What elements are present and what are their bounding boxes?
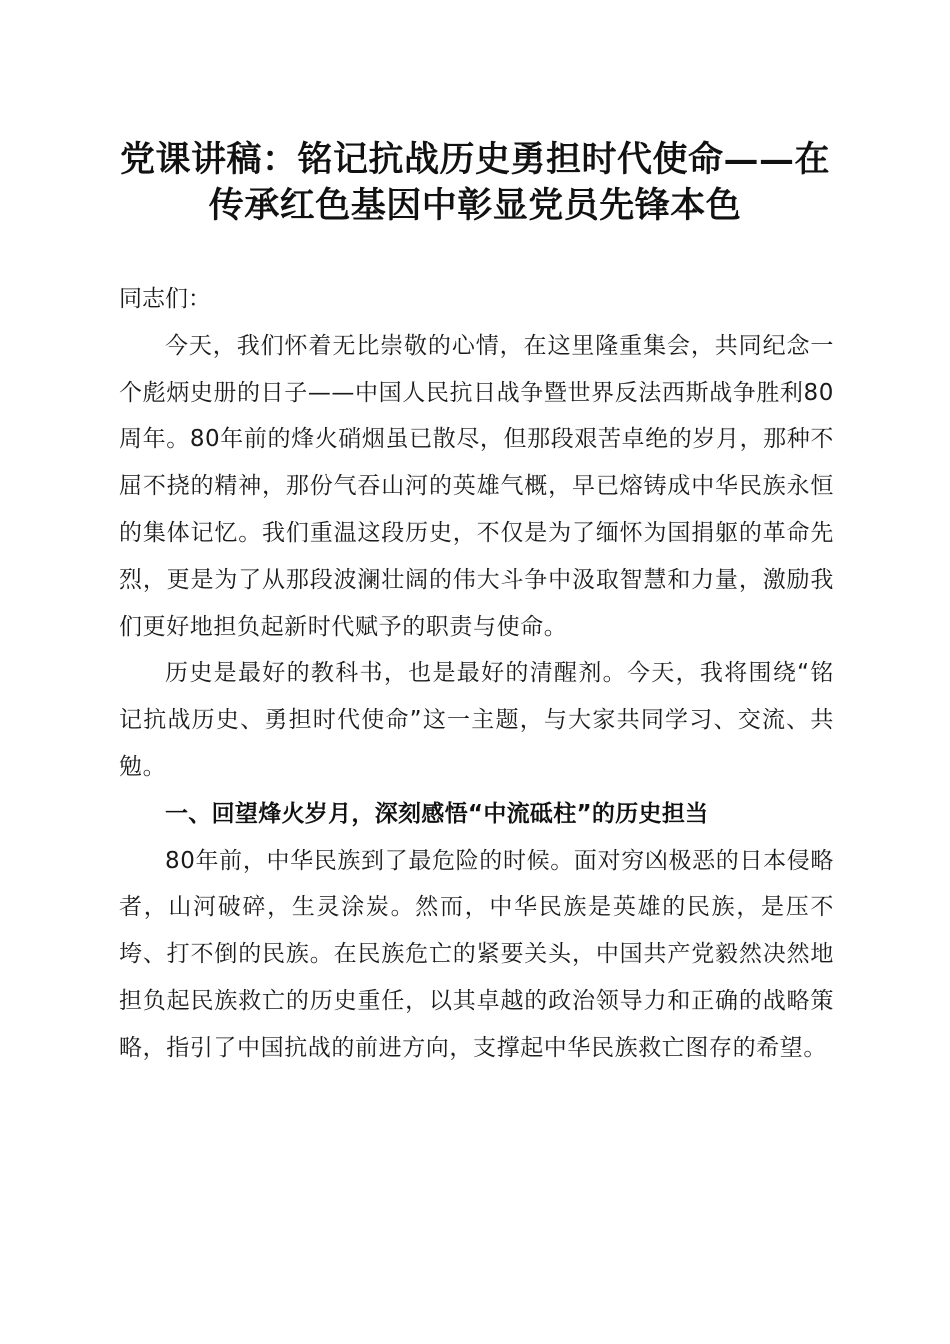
intro-paragraph-1: 今天，我们怀着无比崇敬的心情，在这里隆重集会，共同纪念一个彪炳史册的日子——中国人民抗日战争暨世界反法西斯战争胜利80周年。80年前的烽火硝烟虽已散尽，但那段艰苦卓绝的岁月，那种不屈不挠的精神，那份气吞山河的英雄气概，早已熔铸成中华民族永恒的集体记忆。我们重温这段历史，不仅是为了缅怀为国捐躯的革命先烈，更是为了从那段波澜壮阔的伟大斗争中汲取智慧和力量，激励我们更好地担负起新时代赋予的职责与使命。 bbox=[119, 332, 834, 640]
intro-paragraph-2: 历史是最好的教科书，也是最好的清醒剂。今天，我将围绕“铭记抗战历史、勇担时代使命”这一主题，与大家共同学习、交流、共勉。 bbox=[119, 660, 834, 780]
document-title-line-1: 党课讲稿：铭记抗战历史勇担时代使命——在 bbox=[119, 139, 830, 180]
document-title-line-2: 传承红色基因中彰显党员先锋本色 bbox=[208, 185, 742, 226]
salutation: 同志们： bbox=[119, 286, 211, 312]
section-1-paragraph-1: 80年前，中华民族到了最危险的时候。面对穷凶极恶的日本侵略者，山河破碎，生灵涂炭。然而，中华民族是英雄的民族，是压不垮、打不倒的民族。在民族危亡的紧要关头，中国共产党毅然决然地担负起民族救亡的历史重任，以其卓越的政治领导力和正确的战略策略，指引了中国抗战的前进方向，支撑起中华民族救亡图存的希望。 bbox=[119, 847, 834, 1061]
section-heading-1: 一、回望烽火岁月，深刻感悟“中流砥柱”的历史担当 bbox=[165, 800, 709, 827]
document-body bbox=[119, 276, 834, 1072]
